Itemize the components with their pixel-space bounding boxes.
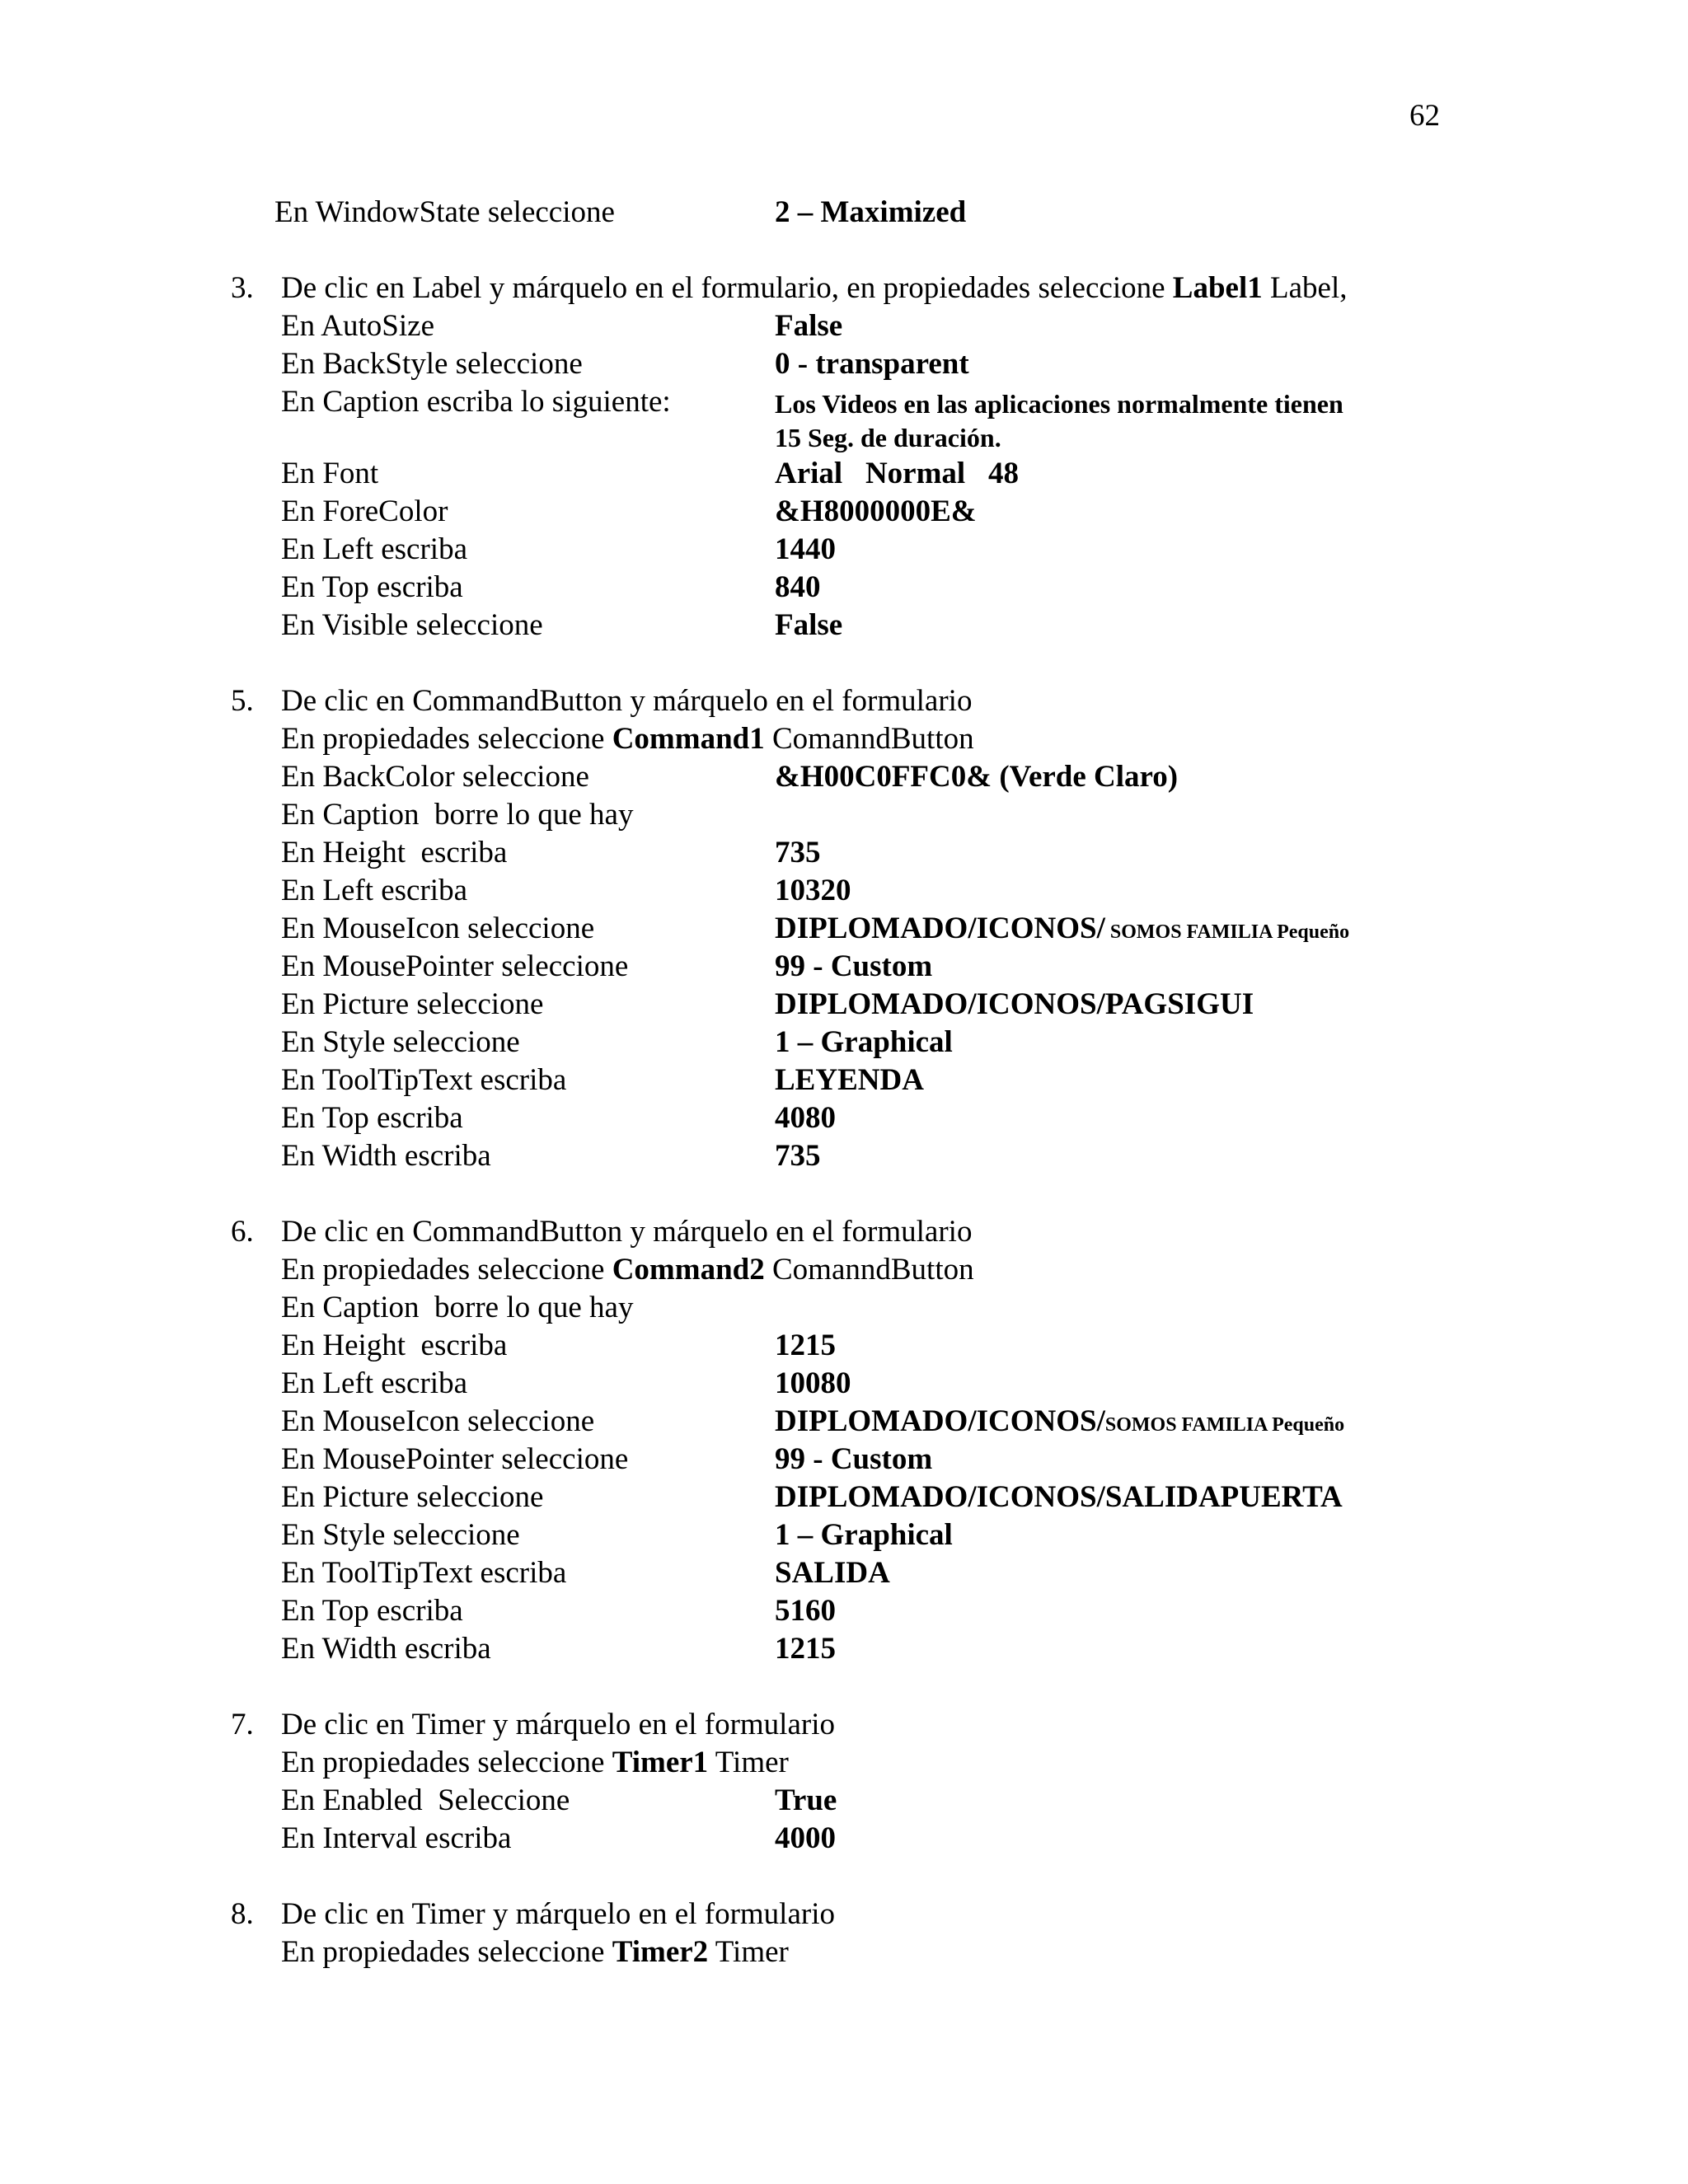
caption-value-line-2: 15 Seg. de duración. bbox=[775, 423, 1001, 452]
prop-label: En Picture seleccione bbox=[281, 1480, 544, 1514]
prop-value: DIPLOMADO/ICONOS/ SOMOS FAMILIA Pequeño bbox=[775, 912, 1350, 945]
step-number: 7. bbox=[231, 1708, 254, 1741]
prop-label: En Caption borre lo que hay bbox=[281, 798, 634, 832]
prop-value: 99 - Custom bbox=[775, 949, 933, 983]
prop-value: 5160 bbox=[775, 1594, 836, 1628]
prop-label: En Style seleccione bbox=[281, 1025, 520, 1059]
prop-label: En Enabled Seleccione bbox=[281, 1783, 570, 1817]
prop-value: 10320 bbox=[775, 874, 851, 907]
prop-label: En MousePointer seleccione bbox=[281, 949, 629, 983]
prop-value: 1440 bbox=[775, 532, 836, 566]
prop-label: En Left escriba bbox=[281, 874, 467, 907]
prop-label: En Top escriba bbox=[281, 570, 463, 604]
prop-label: En Font bbox=[281, 457, 379, 490]
prop-value: Arial Normal 48 bbox=[775, 457, 1019, 490]
prop-label: En WindowState seleccione bbox=[274, 195, 615, 229]
prop-label: En ToolTipText escriba bbox=[281, 1556, 567, 1590]
prop-label: En Visible seleccione bbox=[281, 608, 543, 642]
prop-value: LEYENDA bbox=[775, 1063, 924, 1097]
prop-label: En AutoSize bbox=[281, 309, 435, 343]
step-number: 8. bbox=[231, 1897, 254, 1931]
step-text: De clic en Label y márquelo en el formulario, en propiedades seleccione Label1 Label, bbox=[281, 271, 1348, 305]
prop-label: En Interval escriba bbox=[281, 1821, 512, 1855]
prop-label: En Height escriba bbox=[281, 836, 508, 869]
prop-label: En BackStyle seleccione bbox=[281, 347, 583, 381]
step-text: De clic en CommandButton y márquelo en el formulario bbox=[281, 684, 973, 718]
prop-value: 4080 bbox=[775, 1101, 836, 1135]
prop-value: 1 – Graphical bbox=[775, 1025, 953, 1059]
prop-value: &H00C0FFC0& (Verde Claro) bbox=[775, 760, 1179, 794]
prop-value: SALIDA bbox=[775, 1556, 890, 1590]
prop-value: 99 - Custom bbox=[775, 1442, 933, 1476]
prop-label: En Height escriba bbox=[281, 1329, 508, 1362]
prop-label: En Left escriba bbox=[281, 532, 467, 566]
prop-label: En Top escriba bbox=[281, 1594, 463, 1628]
prop-value: False bbox=[775, 309, 843, 343]
prop-label: En Left escriba bbox=[281, 1366, 467, 1400]
step-text: En propiedades seleccione Command2 ComanndButton bbox=[281, 1253, 974, 1286]
prop-value: 1215 bbox=[775, 1329, 836, 1362]
prop-value: &H8000000E& bbox=[775, 494, 977, 528]
prop-label: En Width escriba bbox=[281, 1139, 491, 1173]
prop-value: 0 - transparent bbox=[775, 347, 969, 381]
prop-value: 1215 bbox=[775, 1632, 836, 1666]
prop-label: En Style seleccione bbox=[281, 1518, 520, 1552]
step-text: En propiedades seleccione Timer1 Timer bbox=[281, 1746, 789, 1779]
prop-label: En BackColor seleccione bbox=[281, 760, 589, 794]
prop-value: DIPLOMADO/ICONOS/SALIDAPUERTA bbox=[775, 1480, 1343, 1514]
prop-label: En Picture seleccione bbox=[281, 987, 544, 1021]
step-text: De clic en CommandButton y márquelo en el formulario bbox=[281, 1215, 973, 1249]
prop-value: 735 bbox=[775, 1139, 821, 1173]
prop-label: En ToolTipText escriba bbox=[281, 1063, 567, 1097]
step-text: De clic en Timer y márquelo en el formulario bbox=[281, 1897, 835, 1931]
prop-value: DIPLOMADO/ICONOS/PAGSIGUI bbox=[775, 987, 1254, 1021]
prop-label: En Caption borre lo que hay bbox=[281, 1291, 634, 1324]
prop-value: 10080 bbox=[775, 1366, 851, 1400]
caption-value-line-1: Los Videos en las aplicaciones normalmente tienen bbox=[775, 389, 1343, 419]
prop-value: 735 bbox=[775, 836, 821, 869]
prop-label: En Top escriba bbox=[281, 1101, 463, 1135]
page-number: 62 bbox=[1409, 99, 1440, 133]
prop-value: 1 – Graphical bbox=[775, 1518, 953, 1552]
prop-value: 2 – Maximized bbox=[775, 195, 967, 229]
step-text: En propiedades seleccione Timer2 Timer bbox=[281, 1935, 789, 1969]
prop-value: True bbox=[775, 1783, 837, 1817]
step-text: De clic en Timer y márquelo en el formulario bbox=[281, 1708, 835, 1741]
prop-label: En MousePointer seleccione bbox=[281, 1442, 629, 1476]
step-number: 3. bbox=[231, 271, 254, 305]
prop-label: En MouseIcon seleccione bbox=[281, 912, 595, 945]
prop-value: DIPLOMADO/ICONOS/SOMOS FAMILIA Pequeño bbox=[775, 1404, 1345, 1438]
step-text: En propiedades seleccione Command1 ComanndButton bbox=[281, 722, 974, 756]
prop-value: 840 bbox=[775, 570, 821, 604]
prop-label: En Caption escriba lo siguiente: bbox=[281, 385, 671, 419]
prop-value: 4000 bbox=[775, 1821, 836, 1855]
prop-value: False bbox=[775, 608, 843, 642]
step-number: 6. bbox=[231, 1215, 254, 1249]
step-number: 5. bbox=[231, 684, 254, 718]
prop-label: En ForeColor bbox=[281, 494, 448, 528]
prop-label: En Width escriba bbox=[281, 1632, 491, 1666]
prop-label: En MouseIcon seleccione bbox=[281, 1404, 595, 1438]
